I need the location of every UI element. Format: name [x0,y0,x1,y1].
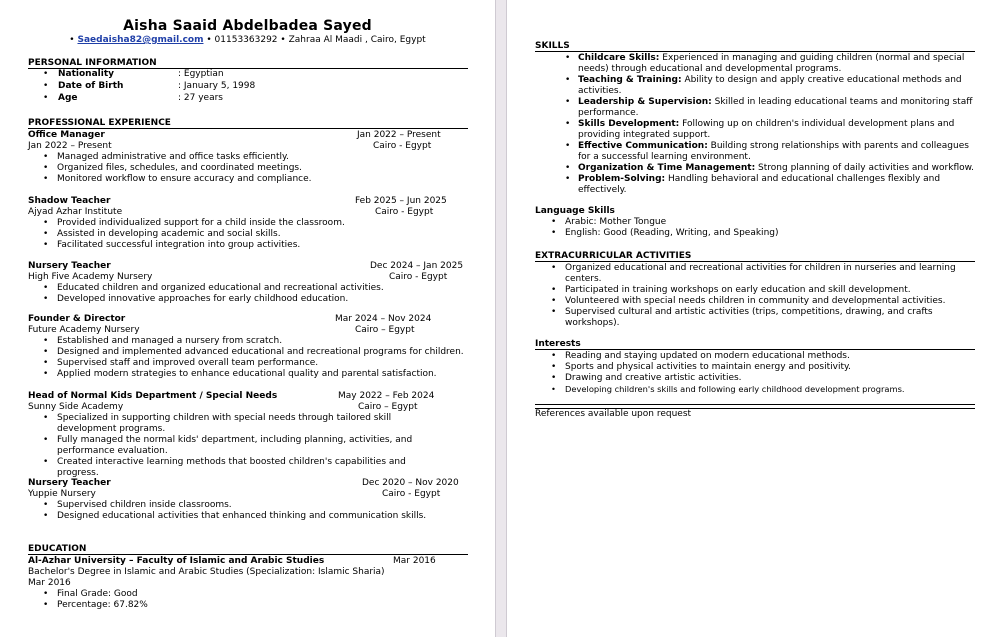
skill-item: • Effective Communication: Building strong relationships with parents and colleagues for a successful learning environment. [535,141,975,163]
email-link[interactable]: Saedaisha82@gmail.com [77,35,204,45]
job-bullet: • Monitored workflow to ensure accuracy and compliance. [28,174,468,185]
job-bullet: • Designed educational activities that enhanced thinking and communication skills. [28,511,468,522]
language-item: • English: Good (Reading, Writing, and Speaking) [535,228,975,239]
job-bullet: • Assisted in developing academic and social skills. [28,229,468,240]
candidate-name: Aisha Saaid Abdelbadea Sayed [123,18,372,34]
phone: 01153363292 [214,35,278,45]
interests-list [535,351,975,395]
skill-item: • Leadership & Supervision: Skilled in leading educational teams and monitoring staff performance. [535,97,975,119]
job-bullet: • Educated children and organized educational and recreational activities. [28,283,468,294]
section-heading-extracurricular: EXTRACURRICULAR ACTIVITIES [535,251,975,262]
job-bullet: • Established and managed a nursery from scratch. [28,336,468,347]
school-name: Al-Azhar University – Faculty of Islamic and Arabic Studies [28,556,325,566]
job-entry [28,478,468,522]
job-bullet: • Designed and implemented advanced educational and recreational programs for children. [28,347,468,358]
job-bullet: • Developed innovative approaches for early childhood education. [28,294,468,305]
job-bullet: • Supervised children inside classrooms. [28,500,468,511]
job-dates: Dec 2020 – Nov 2020 [362,478,459,488]
job-location: Cairo - Egypt [382,489,441,499]
interest-item: • Developing children's skills and following early childhood development programs. [535,384,975,395]
education-bullet: • Final Grade: Good [28,589,468,600]
section-heading-skills: SKILLS [535,41,975,52]
activity-item: • Volunteered with special needs children in community and developmental activities. [535,296,965,307]
job-org: Sunny Side Academy [28,402,124,412]
job-title: Nursery Teacher [28,261,111,271]
activity-item: • Organized educational and recreational activities for children in nurseries and learning centers. [535,263,965,285]
personal-row: • Age : 27 years [43,93,223,103]
job-entry [28,261,468,305]
bullet: • [69,35,75,45]
job-org: High Five Academy Nursery [28,272,153,282]
job-title: Shadow Teacher [28,196,111,206]
address: Zahraa Al Maadi , Cairo, Egypt [288,35,426,45]
job-bullet: • Applied modern strategies to enhance educational quality and parental satisfaction. [28,369,468,380]
section-heading-education: EDUCATION [28,544,468,555]
job-entry [28,314,468,380]
personal-row: • Nationality : Egyptian [43,69,224,79]
job-title: Nursery Teacher [28,478,111,488]
job-dates: Mar 2024 – Nov 2024 [335,314,432,324]
job-dates: Feb 2025 – Jun 2025 [355,196,447,206]
personal-row: • Date of Birth : January 5, 1998 [43,81,256,91]
section-heading-experience: PROFESSIONAL EXPERIENCE [28,118,468,129]
page-gutter [495,0,507,637]
skill-item: • Childcare Skills: Experienced in managing and guiding children (normal and special needs) through educational and developmental programs. [535,53,975,75]
job-bullet: • Created interactive learning methods that boosted children's capabilities and progress. [28,457,448,479]
job-bullet: • Provided individualized support for a child inside the classroom. [28,218,468,229]
job-bullet: • Organized files, schedules, and coordinated meetings. [28,163,468,174]
interest-item: • Reading and staying updated on modern educational methods. [535,351,975,362]
interest-item: • Sports and physical activities to maintain energy and positivity. [535,362,975,373]
job-title: Head of Normal Kids Department / Special Needs [28,391,278,401]
references-note: References available upon request [535,409,692,419]
job-dates: Jan 2022 – Present [357,130,441,140]
skills-list [535,53,975,196]
job-org: Ajyad Azhar Institute [28,207,123,217]
activity-item: • Supervised cultural and artistic activities (trips, competitions, drawing, and crafts workshops). [535,307,965,329]
degree: Bachelor's Degree in Islamic and Arabic Studies (Specialization: Islamic Sharia) [28,567,385,577]
skill-item: • Skills Development: Following up on children's individual development plans and providing integrated support. [535,119,975,141]
job-bullet: • Managed administrative and office tasks efficiently. [28,152,468,163]
job-dates: May 2022 – Feb 2024 [338,391,435,401]
job-location: Cairo - Egypt [373,141,432,151]
education-bullet: • Percentage: 67.82% [28,600,468,611]
education-date: Mar 2016 [393,556,436,566]
education-entry [28,556,468,611]
bullet: • [280,35,286,45]
degree-date: Mar 2016 [28,578,71,588]
job-dates: Dec 2024 – Jan 2025 [370,261,464,271]
section-heading-languages: Language Skills [535,206,615,216]
job-bullet: • Fully managed the normal kids' department, including planning, activities, and performance evaluation. [28,435,448,457]
job-location: Cairo - Egypt [375,207,434,217]
section-heading-personal: PERSONAL INFORMATION [28,58,468,69]
job-bullet: • Specialized in supporting children with special needs through tailored skill development programs. [28,413,448,435]
interest-item: • Drawing and creative artistic activities. [535,373,975,384]
section-heading-interests: Interests [535,339,975,350]
skill-item: • Teaching & Training: Ability to design and apply creative educational methods and activities. [535,75,975,97]
job-bullet: • Supervised staff and improved overall team performance. [28,358,468,369]
extracurricular-list [535,263,965,329]
job-location: Cairo – Egypt [355,325,415,335]
job-org: Yuppie Nursery [28,489,96,499]
skill-item: • Problem-Solving: Handling behavioral and educational challenges flexibly and effectively. [535,174,975,196]
job-title: Office Manager [28,130,105,140]
job-entry [28,391,468,479]
job-location: Cairo - Egypt [389,272,448,282]
job-entry [28,196,468,251]
job-org: Future Academy Nursery [28,325,140,335]
contact-line [0,35,495,46]
job-bullet: • Facilitated successful integration into group activities. [28,240,468,251]
job-entry [28,130,468,185]
job-title: Founder & Director [28,314,126,324]
language-item: • Arabic: Mother Tongue [535,217,975,228]
activity-item: • Participated in training workshops on early education and skill development. [535,285,965,296]
personal-info [28,69,468,105]
language-skills [535,206,975,239]
job-location: Cairo – Egypt [358,402,418,412]
skill-item: • Organization & Time Management: Strong planning of daily activities and workflow. [535,163,975,174]
bullet: • [206,35,212,45]
job-org: Jan 2022 – Present [28,141,112,151]
